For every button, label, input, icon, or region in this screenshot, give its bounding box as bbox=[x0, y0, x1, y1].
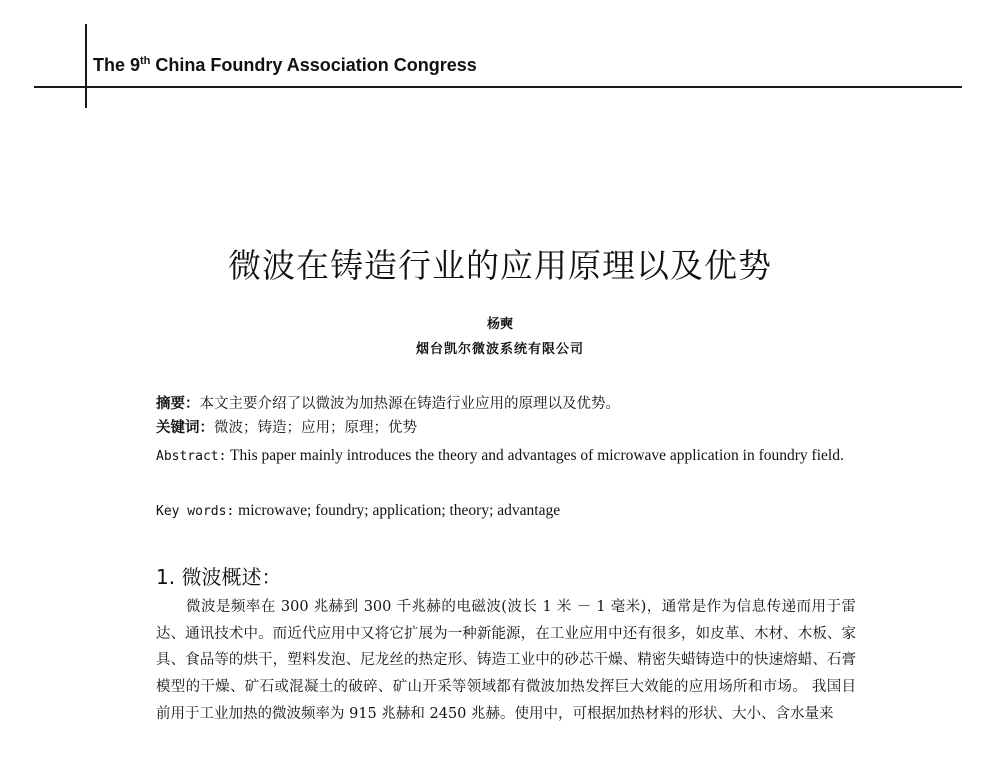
conference-header-prefix: The 9 bbox=[93, 55, 141, 75]
abstract-cn bbox=[156, 393, 856, 416]
abstract-en-text: This paper mainly introduces the theory and advantages of microwave application in foundry field. bbox=[226, 447, 844, 464]
abstract-en-label: Abstract: bbox=[156, 449, 227, 464]
section-1-heading: 1. 微波概述： bbox=[156, 565, 282, 589]
keywords-en-text: microwave; foundry; application; theory; advantage bbox=[234, 502, 561, 519]
keywords-cn-text: 微波；铸造；应用；原理；优势 bbox=[214, 420, 417, 436]
header-horizontal-rule bbox=[34, 86, 962, 88]
paper-title: 微波在铸造行业的应用原理以及优势 bbox=[228, 246, 772, 285]
header-vertical-rule bbox=[85, 24, 87, 108]
conference-header-suffix: China Foundry Association Congress bbox=[150, 55, 477, 75]
conference-header bbox=[93, 55, 477, 76]
keywords-cn bbox=[156, 417, 856, 440]
conference-header-superscript: th bbox=[140, 55, 151, 67]
keywords-en-label: Key words: bbox=[156, 504, 235, 519]
author-name: 杨奭 bbox=[486, 317, 513, 332]
abstract-cn-text: 本文主要介绍了以微波为加热源在铸造行业应用的原理以及优势。 bbox=[199, 396, 620, 412]
author-affiliation: 烟台凯尔微波系统有限公司 bbox=[415, 342, 584, 357]
keywords-cn-label: 关键词： bbox=[156, 420, 214, 436]
abstract-cn-label: 摘要： bbox=[156, 396, 200, 412]
section-1-paragraph: 微波是频率在 300 兆赫到 300 千兆赫的电磁波(波长 1 米 － 1 毫米)，通常是作为信息传递而用于雷达、通讯技术中。而近代应用中又将它扩展为一种新能源，在工业应用中还有很多，如皮革、木材、木板、家具、食品等的烘干，塑料发泡、尼龙丝的热定形、铸造工业中的砂芯干燥、精密失蜡铸造中的快速熔蜡、石膏模型的干燥、矿石或混凝土的破碎、矿山开采等领域都有微波加热发挥巨大效能的应用场所和市场。 我国目前用于工业加热的微波频率为 915 兆赫和 2450 兆赫。使用中，可根据加热材料的形状、大小、含水量来 bbox=[156, 599, 856, 722]
abstract-en bbox=[156, 444, 846, 468]
keywords-en bbox=[156, 499, 856, 523]
section-1-body bbox=[156, 594, 856, 728]
